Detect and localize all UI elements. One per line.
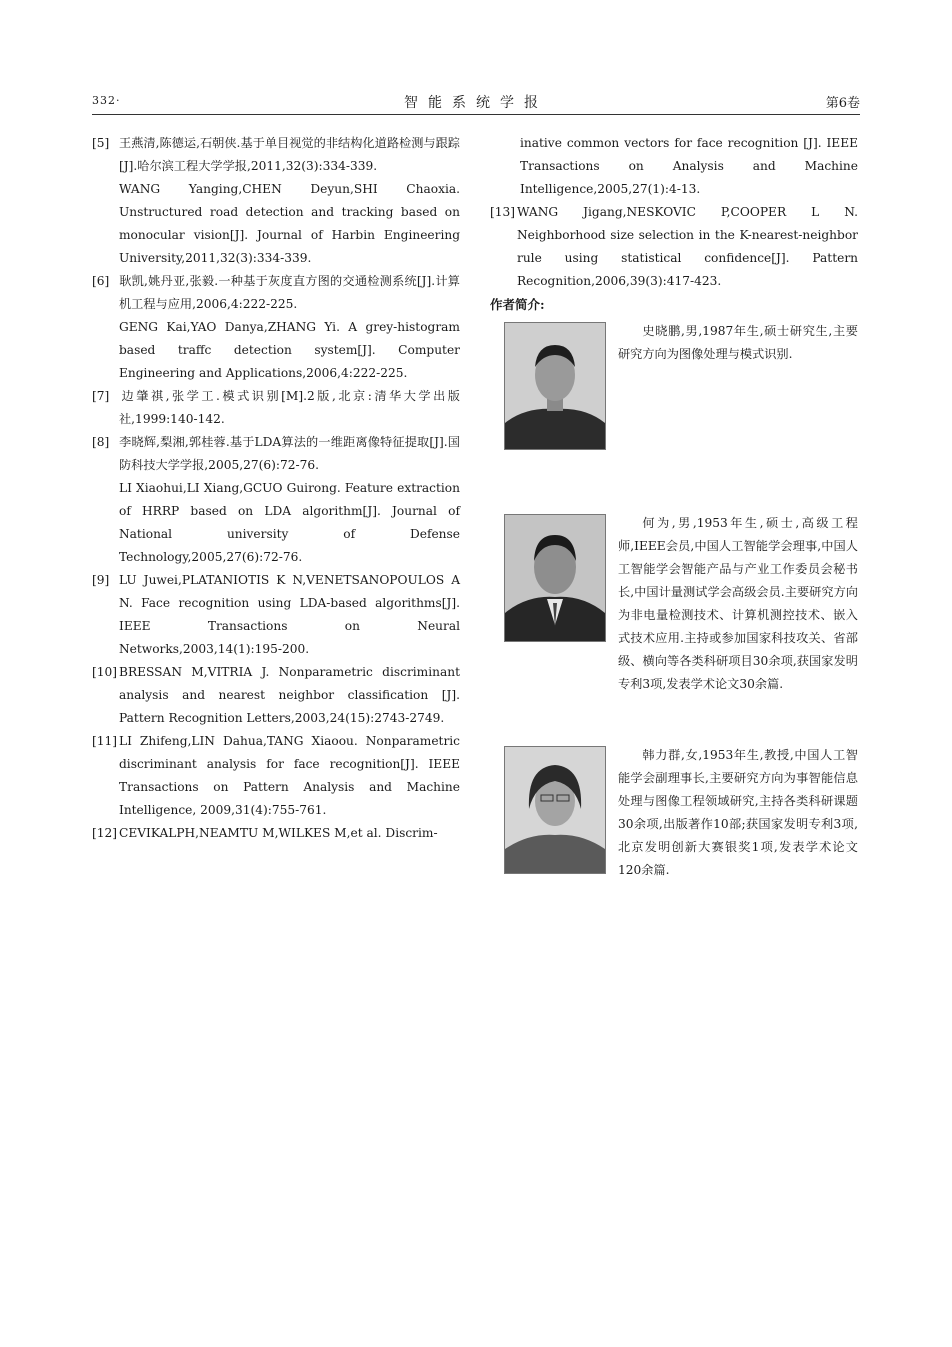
reference-9: [9] LU Juwei,PLATANIOTIS K N,VENETSANOPOULOS A N. Face recognition using LDA-based algorithms[J]. IEEE Transactions on Neural Networks,2003,14(1):195-200. [92, 573, 460, 656]
journal-title: 智能系统学报 [404, 95, 548, 111]
reference-8: [8] 李晓辉,梨湘,郭桂蓉.基于LDA算法的一维距离像特征提取[J].国防科技大学学报,2005,27(6):72-76. LI Xiaohui,LI Xiang,GCUO Guirong. Feature extraction of HRRP based on LDA algorithm[J]. Journal of National university of Defense Technology,2005,27(6):72-76. [92, 431, 460, 569]
reference-5: [5] 王燕清,陈德运,石朝侠.基于单目视觉的非结构化道路检测与跟踪[J].哈尔滨工程大学学报,2011,32(3):334-339. WANG Yanging,CHEN Deyun,SHI Chaoxia. Unstructured road detection and tracking based on monocular vision[J]. Journal of Harbin Engineering University,2011,32(3):334-339. [92, 132, 460, 270]
reference-13: [13] WANG Jigang,NESKOVIC P,COOPER L N. Neighborhood size selection in the K-nearest-neighbor rule using statistical confidence[J]. Pattern Recognition,2006,39(3):417-423. [490, 205, 858, 288]
authors-heading: 作者简介: [490, 297, 545, 312]
author-photo [504, 746, 606, 874]
reference-12-continuation: inative common vectors for face recognition [J]. IEEE Transactions on Analysis and Machine Intelligence,2005,27(1):4-13. [520, 136, 858, 196]
author-bio-3 [490, 744, 858, 932]
author-photo [504, 322, 606, 450]
reference-6: [6] 耿凯,姚丹亚,张毅.一种基于灰度直方图的交通检测系统[J].计算机工程与应用,2006,4:222-225. GENG Kai,YAO Danya,ZHANG Yi. A grey-histogram based traffc detection system[J]. Computer Engineering and Applications,2006,4:222-225. [92, 270, 460, 385]
right-column [490, 132, 858, 932]
reference-12: [12] CEVIKALPH,NEAMTU M,WILKES M,et al. Discrim- [92, 826, 438, 840]
reference-5-english: WANG Yanging,CHEN Deyun,SHI Chaoxia. Unstructured road detection and tracking based on monocular vision[J]. Journal of Harbin Engineering University,2011,32(3):334-339. [119, 182, 460, 265]
volume-label: 第6卷 [825, 96, 860, 111]
page-number: 332· [92, 94, 121, 107]
page-header [92, 92, 860, 115]
author-bio-1 [490, 320, 858, 508]
author-photo [504, 514, 606, 642]
reference-11: [11] LI Zhifeng,LIN Dahua,TANG Xiaoou. Nonparametric discriminant analysis for face recognition[J]. IEEE Transactions on Pattern Analysis and Machine Intelligence, 2009,31(4):755-761. [92, 734, 460, 817]
reference-10: [10] BRESSAN M,VITRIA J. Nonparametric discriminant analysis and nearest neighbor classification [J]. Pattern Recognition Letters,2003,24(15):2743-2749. [92, 665, 460, 725]
reference-7: [7] 边肇祺,张学工.模式识别[M].2版,北京:清华大学出版社,1999:140-142. [92, 389, 460, 426]
author-bio-text: 何为,男,1953年生,硕士,高级工程师,IEEE会员,中国人工智能学会理事,中国人工智能学会智能产品与产业工作委员会秘书长,中国计量测试学会高级会员.主要研究方向为非电量检测技术、计算机测控技术、嵌入式技术应用.主持或参加国家科技攻关、省部级、横向等各类科研项目30余项,获国家发明专利3项,发表学术论文30余篇. [618, 516, 858, 691]
author-bio-2 [490, 512, 858, 700]
left-column [92, 132, 460, 845]
author-bio-text: 韩力群,女,1953年生,教授,中国人工智能学会副理事长,主要研究方向为事智能信息处理与图像工程领域研究,主持各类科研课题30余项,出版著作10部;获国家发明专利3项,北京发明创新大赛银奖1项,发表学术论文120余篇. [618, 748, 858, 877]
reference-8-english: LI Xiaohui,LI Xiang,GCUO Guirong. Feature extraction of HRRP based on LDA algorithm[J]. Journal of National university of Defense Technology,2005,27(6):72-76. [119, 481, 460, 564]
author-bio-text: 史晓鹏,男,1987年生,硕士研究生,主要研究方向为图像处理与模式识别. [618, 324, 858, 361]
reference-6-english: GENG Kai,YAO Danya,ZHANG Yi. A grey-histogram based traffc detection system[J]. Computer Engineering and Applications,2006,4:222-225. [119, 320, 460, 380]
